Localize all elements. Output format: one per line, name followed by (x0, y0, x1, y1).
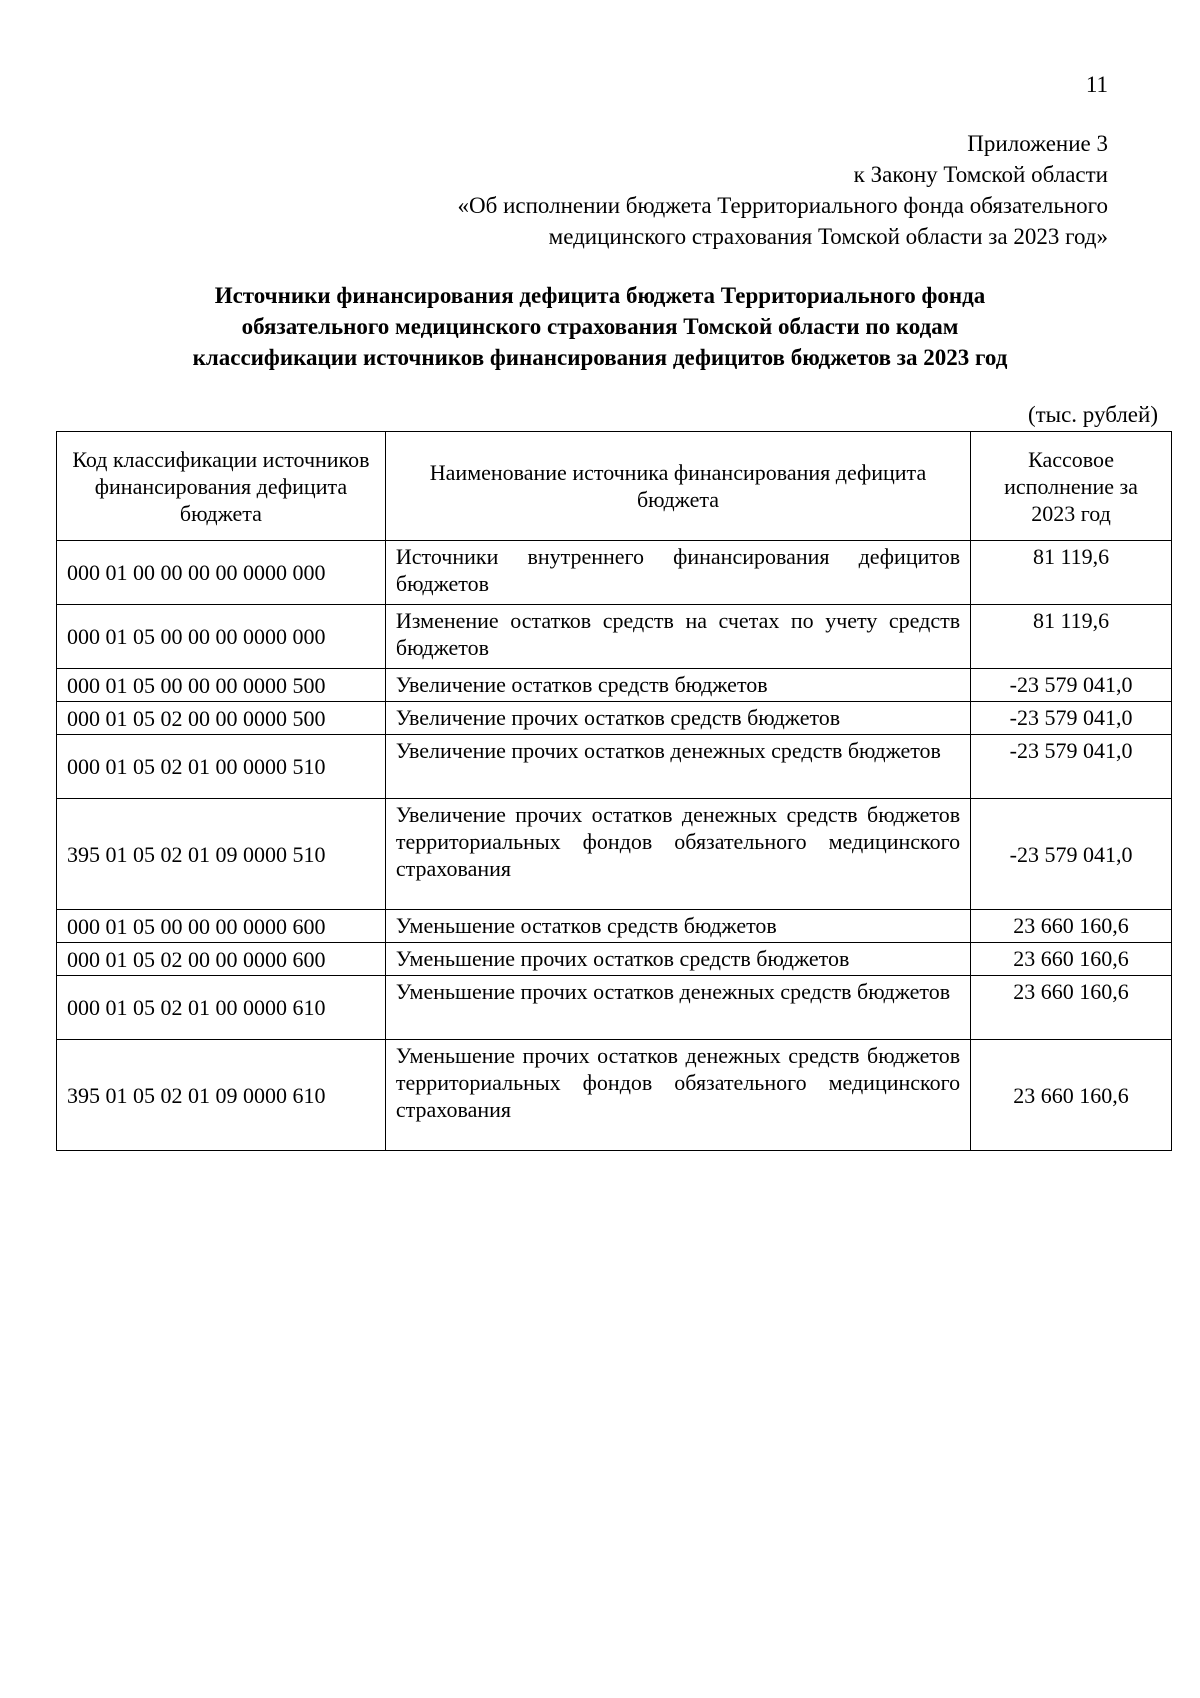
row-name: Уменьшение остатков средств бюджетов (385, 910, 970, 943)
table-row (57, 1040, 1172, 1151)
table-row (57, 943, 1172, 976)
table-header-row (57, 432, 1172, 541)
row-name: Увеличение прочих остатков средств бюджетов (385, 702, 970, 735)
row-name: Увеличение прочих остатков денежных средств бюджетов (385, 735, 970, 799)
appendix-line: к Закону Томской области (853, 162, 1108, 187)
table-row (57, 605, 1172, 669)
appendix-block (458, 128, 1108, 252)
document-title (100, 280, 1100, 373)
row-code: 000 01 05 02 00 00 0000 600 (57, 943, 386, 976)
table-row (57, 799, 1172, 910)
row-name: Уменьшение прочих остатков средств бюджетов (385, 943, 970, 976)
row-value: 23 660 160,6 (971, 943, 1172, 976)
row-code: 000 01 05 02 01 00 0000 510 (57, 735, 386, 799)
header-code: Код классификации источников финансирования дефицита бюджета (57, 432, 386, 541)
row-code: 000 01 05 00 00 00 0000 600 (57, 910, 386, 943)
row-value: 81 119,6 (971, 541, 1172, 605)
row-value: 81 119,6 (971, 605, 1172, 669)
row-name: Уменьшение прочих остатков денежных средств бюджетов (385, 976, 970, 1040)
row-name: Уменьшение прочих остатков денежных средств бюджетов территориальных фондов обязательного медицинского страхования (385, 1040, 970, 1151)
table-row (57, 702, 1172, 735)
row-name: Источники внутреннего финансирования дефицитов бюджетов (385, 541, 970, 605)
row-code: 000 01 05 02 01 00 0000 610 (57, 976, 386, 1040)
appendix-line: «Об исполнении бюджета Территориального фонда обязательного (457, 193, 1108, 218)
row-name: Увеличение остатков средств бюджетов (385, 669, 970, 702)
units-label: (тыс. рублей) (1027, 402, 1158, 427)
row-code: 000 01 00 00 00 00 0000 000 (57, 541, 386, 605)
table-row (57, 735, 1172, 799)
budget-sources-table (56, 431, 1172, 1151)
appendix-line: Приложение 3 (967, 131, 1108, 156)
row-value: -23 579 041,0 (971, 702, 1172, 735)
appendix-line: медицинского страхования Томской области за 2023 год» (548, 224, 1108, 249)
row-value: -23 579 041,0 (971, 669, 1172, 702)
row-code: 395 01 05 02 01 09 0000 510 (57, 799, 386, 910)
row-value: 23 660 160,6 (971, 910, 1172, 943)
header-value: Кассовое исполнение за 2023 год (971, 432, 1172, 541)
table-row (57, 669, 1172, 702)
header-name: Наименование источника финансирования дефицита бюджета (385, 432, 970, 541)
row-value: -23 579 041,0 (971, 735, 1172, 799)
row-code: 000 01 05 00 00 00 0000 500 (57, 669, 386, 702)
table-row (57, 976, 1172, 1040)
row-name: Увеличение прочих остатков денежных средств бюджетов территориальных фондов обязательного медицинского страхования (385, 799, 970, 910)
row-code: 000 01 05 02 00 00 0000 500 (57, 702, 386, 735)
row-code: 000 01 05 00 00 00 0000 000 (57, 605, 386, 669)
row-value: 23 660 160,6 (971, 976, 1172, 1040)
table-row (57, 541, 1172, 605)
table-row (57, 910, 1172, 943)
row-name: Изменение остатков средств на счетах по учету средств бюджетов (385, 605, 970, 669)
title-line: классификации источников финансирования дефицитов бюджетов за 2023 год (192, 345, 1008, 370)
row-value: 23 660 160,6 (971, 1040, 1172, 1151)
title-line: Источники финансирования дефицита бюджета Территориального фонда (214, 283, 986, 308)
page-number: 11 (1085, 72, 1108, 97)
title-line: обязательного медицинского страхования Томской области по кодам (241, 314, 959, 339)
row-value: -23 579 041,0 (971, 799, 1172, 910)
row-code: 395 01 05 02 01 09 0000 610 (57, 1040, 386, 1151)
